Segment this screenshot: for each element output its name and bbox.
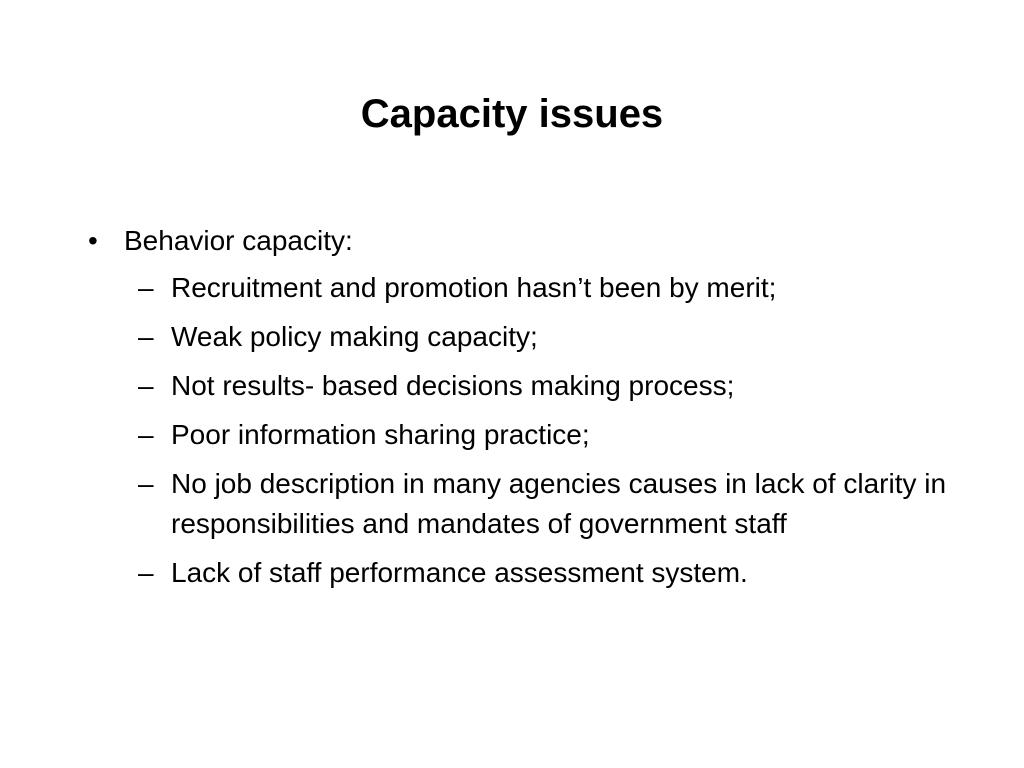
sub-bullet-text: No job description in many agencies causes in lack of clarity in responsibilities and mandates of government staff — [171, 468, 947, 539]
dash-marker: – — [138, 272, 154, 303]
bullet-behavior-capacity — [82, 218, 962, 593]
sub-bullet-text: Lack of staff performance assessment system. — [171, 557, 748, 588]
sub-bullet-job-description — [124, 464, 962, 544]
dash-marker: – — [138, 419, 154, 450]
sub-bullet-text: Recruitment and promotion hasn’t been by merit; — [171, 272, 777, 303]
dash-marker: – — [138, 557, 154, 588]
slide-title: Capacity issues — [360, 92, 664, 136]
sub-bullet-text: Poor information sharing practice; — [171, 419, 590, 450]
bullet-marker: • — [88, 225, 98, 256]
sub-bullet-information-sharing — [124, 415, 962, 455]
sub-bullet-text: Not results- based decisions making process; — [171, 370, 735, 401]
sub-bullet-policy-making — [124, 317, 962, 357]
dash-marker: – — [138, 321, 154, 352]
sub-bullet-performance-assessment — [124, 553, 962, 593]
dash-marker: – — [138, 468, 154, 499]
bullet-text: Behavior capacity: — [124, 225, 353, 256]
sub-bullet-decisions — [124, 366, 962, 406]
sub-bullet-text: Weak policy making capacity; — [171, 321, 538, 352]
dash-marker: – — [138, 370, 154, 401]
sub-bullet-list — [124, 268, 962, 593]
sub-bullet-recruitment — [124, 268, 962, 308]
bullet-list — [82, 218, 962, 602]
